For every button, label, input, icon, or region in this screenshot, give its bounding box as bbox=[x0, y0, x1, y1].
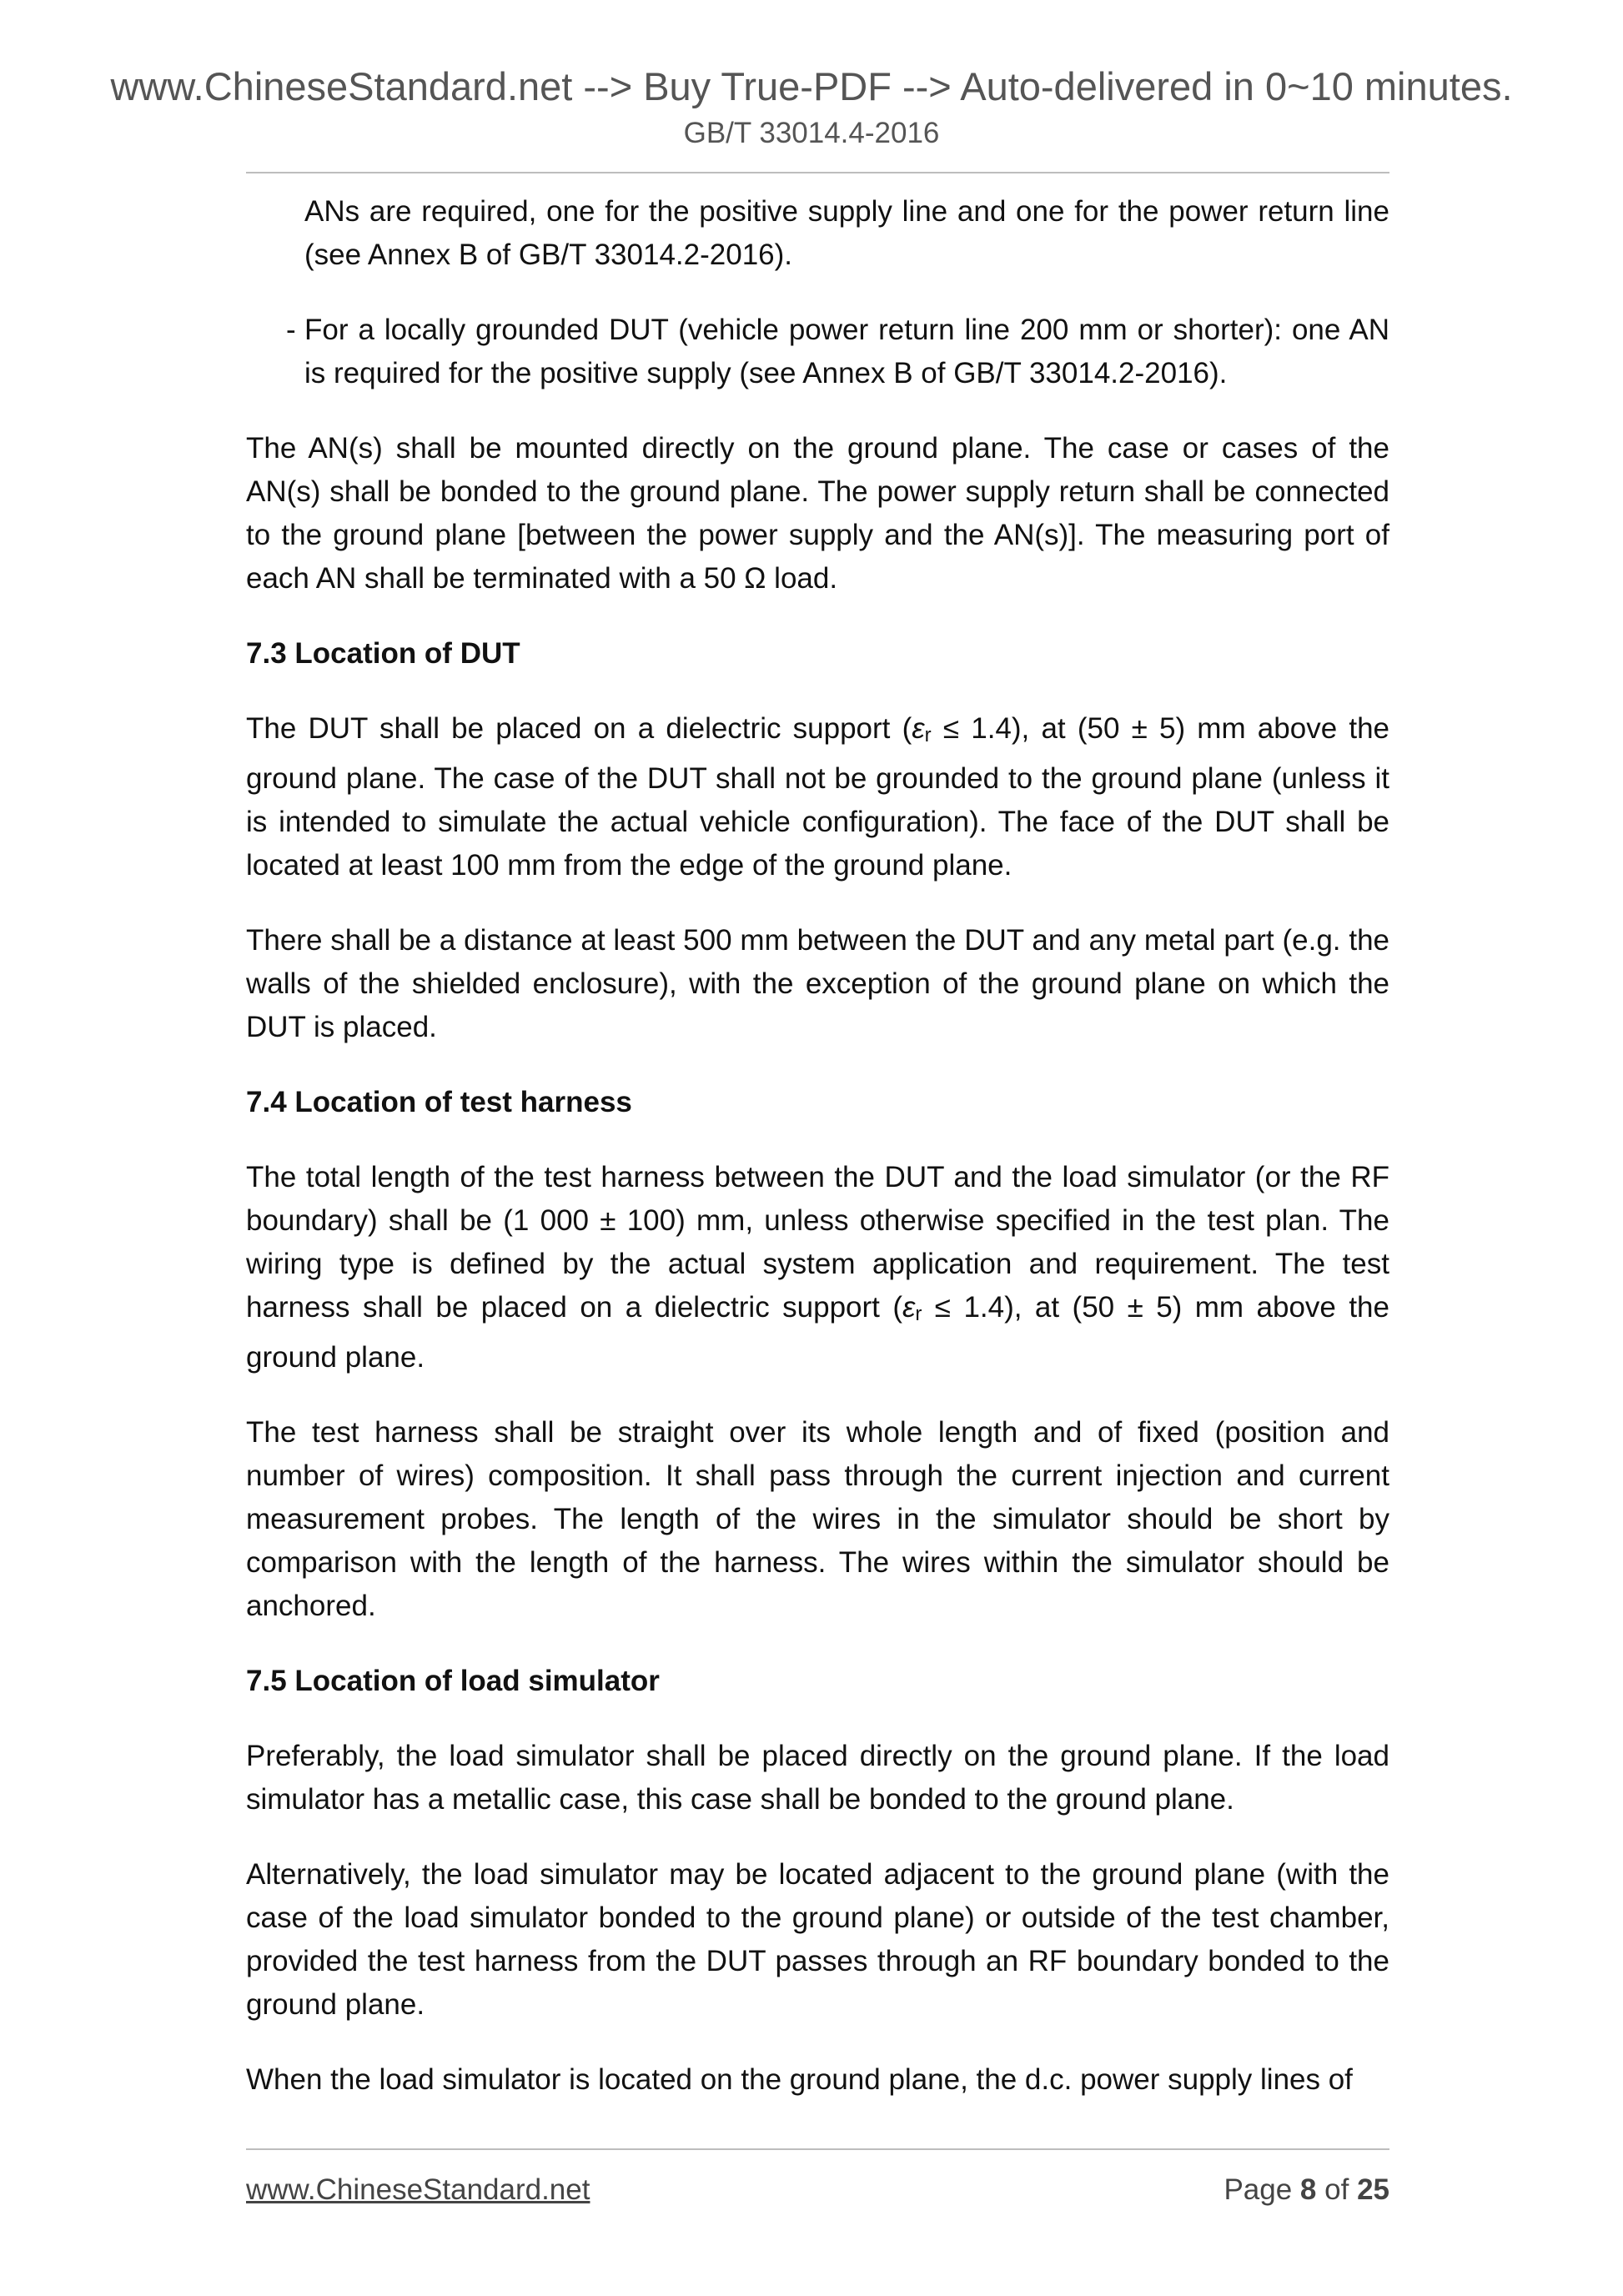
paragraph: Preferably, the load simulator shall be placed directly on the ground plane. If the load simulator has a metallic case, this case shall be bonded to the ground plane. bbox=[246, 1740, 1389, 1816]
paragraph: Alternatively, the load simulator may be located adjacent to the ground plane (with the case of the load simulator bonded to the ground plane) or outside of the test chamber, provided the test harness from the DUT passes through an RF boundary bonded to the ground plane. bbox=[246, 1858, 1389, 2021]
text-run: The DUT shall be placed on a dielectric support ( bbox=[246, 712, 912, 745]
text-run: The total length of the test harness between the DUT and the load simulator (or the RF boundary) shall be (1 000 ± 100) mm, unless otherwise specified in the test plan. The wiring type is defined by the actual system application and requirement. The test harness shall be placed on a dielectric support ( bbox=[246, 1161, 1389, 1324]
epsilon-symbol: ε bbox=[912, 712, 925, 745]
standard-number: GB/T 33014.4-2016 bbox=[683, 117, 940, 149]
page-number: 8 bbox=[1299, 2173, 1317, 2206]
section-heading-7-5: 7.5 Location of load simulator bbox=[246, 1665, 660, 1697]
list-item bbox=[246, 309, 1389, 395]
epsilon-symbol: ε bbox=[902, 1291, 916, 1324]
paragraph bbox=[246, 707, 1389, 887]
paragraph: The AN(s) shall be mounted directly on the ground plane. The case or cases of the AN(s) shall be bonded to the ground plane. The power supply return shall be connected to the ground plane [between the power supply and the AN(s)]. The measuring port of each AN shall be terminated with a 50 Ω load. bbox=[246, 432, 1389, 595]
paragraph: When the load simulator is located on the ground plane, the d.c. power supply lines of bbox=[246, 2063, 1353, 2096]
paragraph: The test harness shall be straight over its whole length and of fixed (position and number of wires) composition. It shall pass through the current injection and current measurement probes. The length of the wires in the simulator should be short by comparison with the length of the harness. The wires within the simulator should be anchored. bbox=[246, 1416, 1389, 1622]
page-body bbox=[246, 190, 1389, 2133]
list-dash: - bbox=[286, 314, 296, 346]
page-total: 25 bbox=[1357, 2173, 1389, 2206]
header-banner: www.ChineseStandard.net --> Buy True-PDF --> Auto-delivered in 0~10 minutes. bbox=[110, 64, 1513, 108]
header-rule bbox=[246, 172, 1389, 173]
section-heading-7-4: 7.4 Location of test harness bbox=[246, 1086, 632, 1118]
subscript: r bbox=[915, 1303, 922, 1325]
paragraph bbox=[246, 1156, 1389, 1379]
footer-website-link[interactable]: www.ChineseStandard.net bbox=[246, 2173, 590, 2206]
continued-list-text: ANs are required, one for the positive supply line and one for the power return line (see Annex B of GB/T 33014.2-2016). bbox=[304, 195, 1389, 271]
of-label: of bbox=[1324, 2173, 1349, 2206]
page-label: Page bbox=[1224, 2173, 1293, 2206]
subscript: r bbox=[924, 724, 932, 746]
text-run: ≤ 1.4), at (50 ± 5) mm above the ground plane. The case of the DUT shall not be grounded to the ground plane (unless it is intended to simulate the actual vehicle configuration). The face of the DUT shall be located at least 100 mm from the edge of the ground plane. bbox=[246, 712, 1389, 882]
section-heading-7-3: 7.3 Location of DUT bbox=[246, 637, 520, 670]
footer-rule bbox=[246, 2148, 1389, 2150]
text-run: ≤ 1.4), at (50 ± 5) mm above the ground plane. bbox=[246, 1291, 1389, 1374]
page-indicator bbox=[1224, 2173, 1389, 2207]
paragraph: There shall be a distance at least 500 mm between the DUT and any metal part (e.g. the walls of the shielded enclosure), with the exception of the ground plane on which the DUT is placed. bbox=[246, 924, 1389, 1043]
list-item-text: For a locally grounded DUT (vehicle power return line 200 mm or shorter): one AN is required for the positive supply (see Annex B of GB/T 33014.2-2016). bbox=[304, 314, 1389, 389]
